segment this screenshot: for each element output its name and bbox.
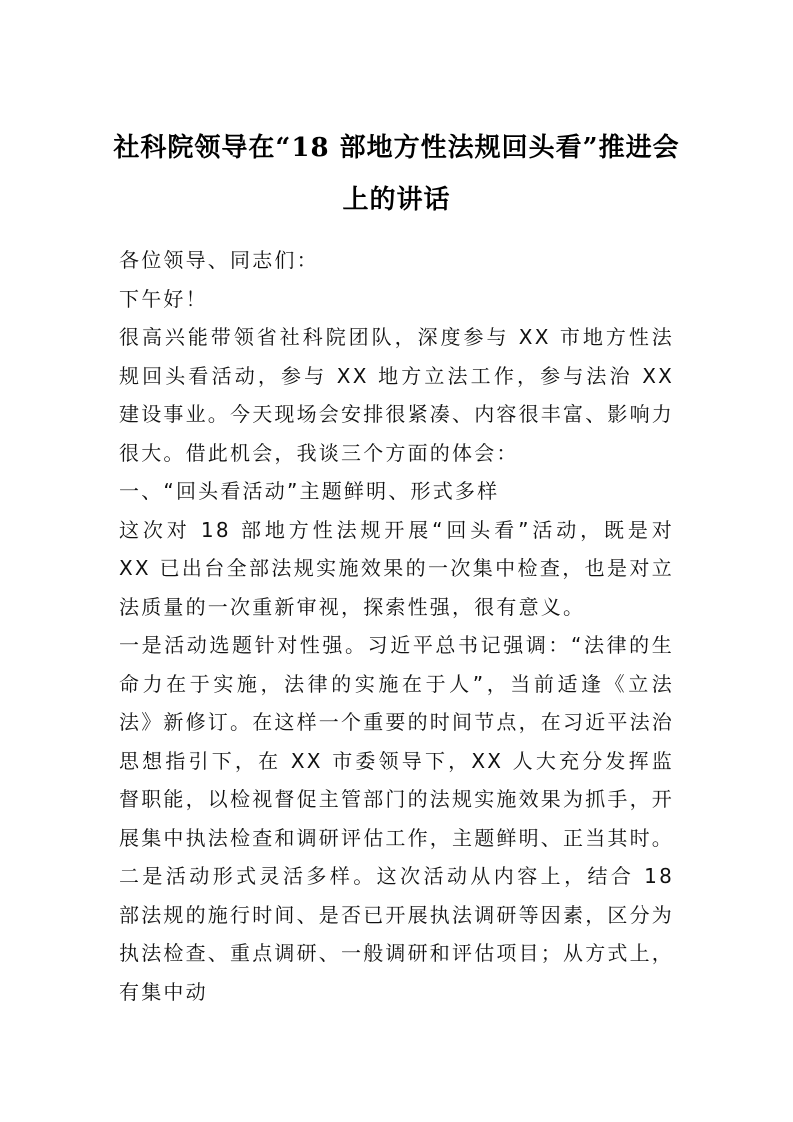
document-title: 社科院领导在“18 部地方性法规回头看”推进会上的讲话 [113,133,680,215]
body-paragraph: 一是活动选题针对性强。习近平总书记强调：“法律的生命力在于实施，法律的实施在于人”，当前适逢《立法法》新修订。在这样一个重要的时间节点，在习近平法治思想指引下，在 XX 市委领导下，XX 人大充分发挥监督职能，以检视督促主管部门的法规实施效果为抓手，开展集中执法检查和调研评估工作，主题鲜明、正当其时。 [119,633,674,850]
salutation: 各位领导、同志们： [119,248,319,272]
body-paragraph: 这次对 18 部地方性法规开展“回头看”活动，既是对 XX 已出台全部法规实施效果的一次集中检查，也是对立法质量的一次重新审视，探索性强，很有意义。 [119,517,674,619]
greeting: 下午好！ [119,286,208,311]
intro-paragraph: 很高兴能带领省社科院团队，深度参与 XX 市地方性法规回头看活动，参与 XX 地方立法工作，参与法治 XX 建设事业。今天现场会安排很紧凑、内容很丰富、影响力很大。借此机会，我谈三个方面的体会： [119,325,674,465]
body-paragraph: 二是活动形式灵活多样。这次活动从内容上，结合 18 部法规的施行时间、是否已开展执法调研等因素，区分为执法检查、重点调研、一般调研和评估项目；从方式上，有集中动 [119,864,674,1004]
document-body [119,241,674,1011]
section-heading-1: 一、“回头看活动”主题鲜明、形式多样 [119,479,500,503]
